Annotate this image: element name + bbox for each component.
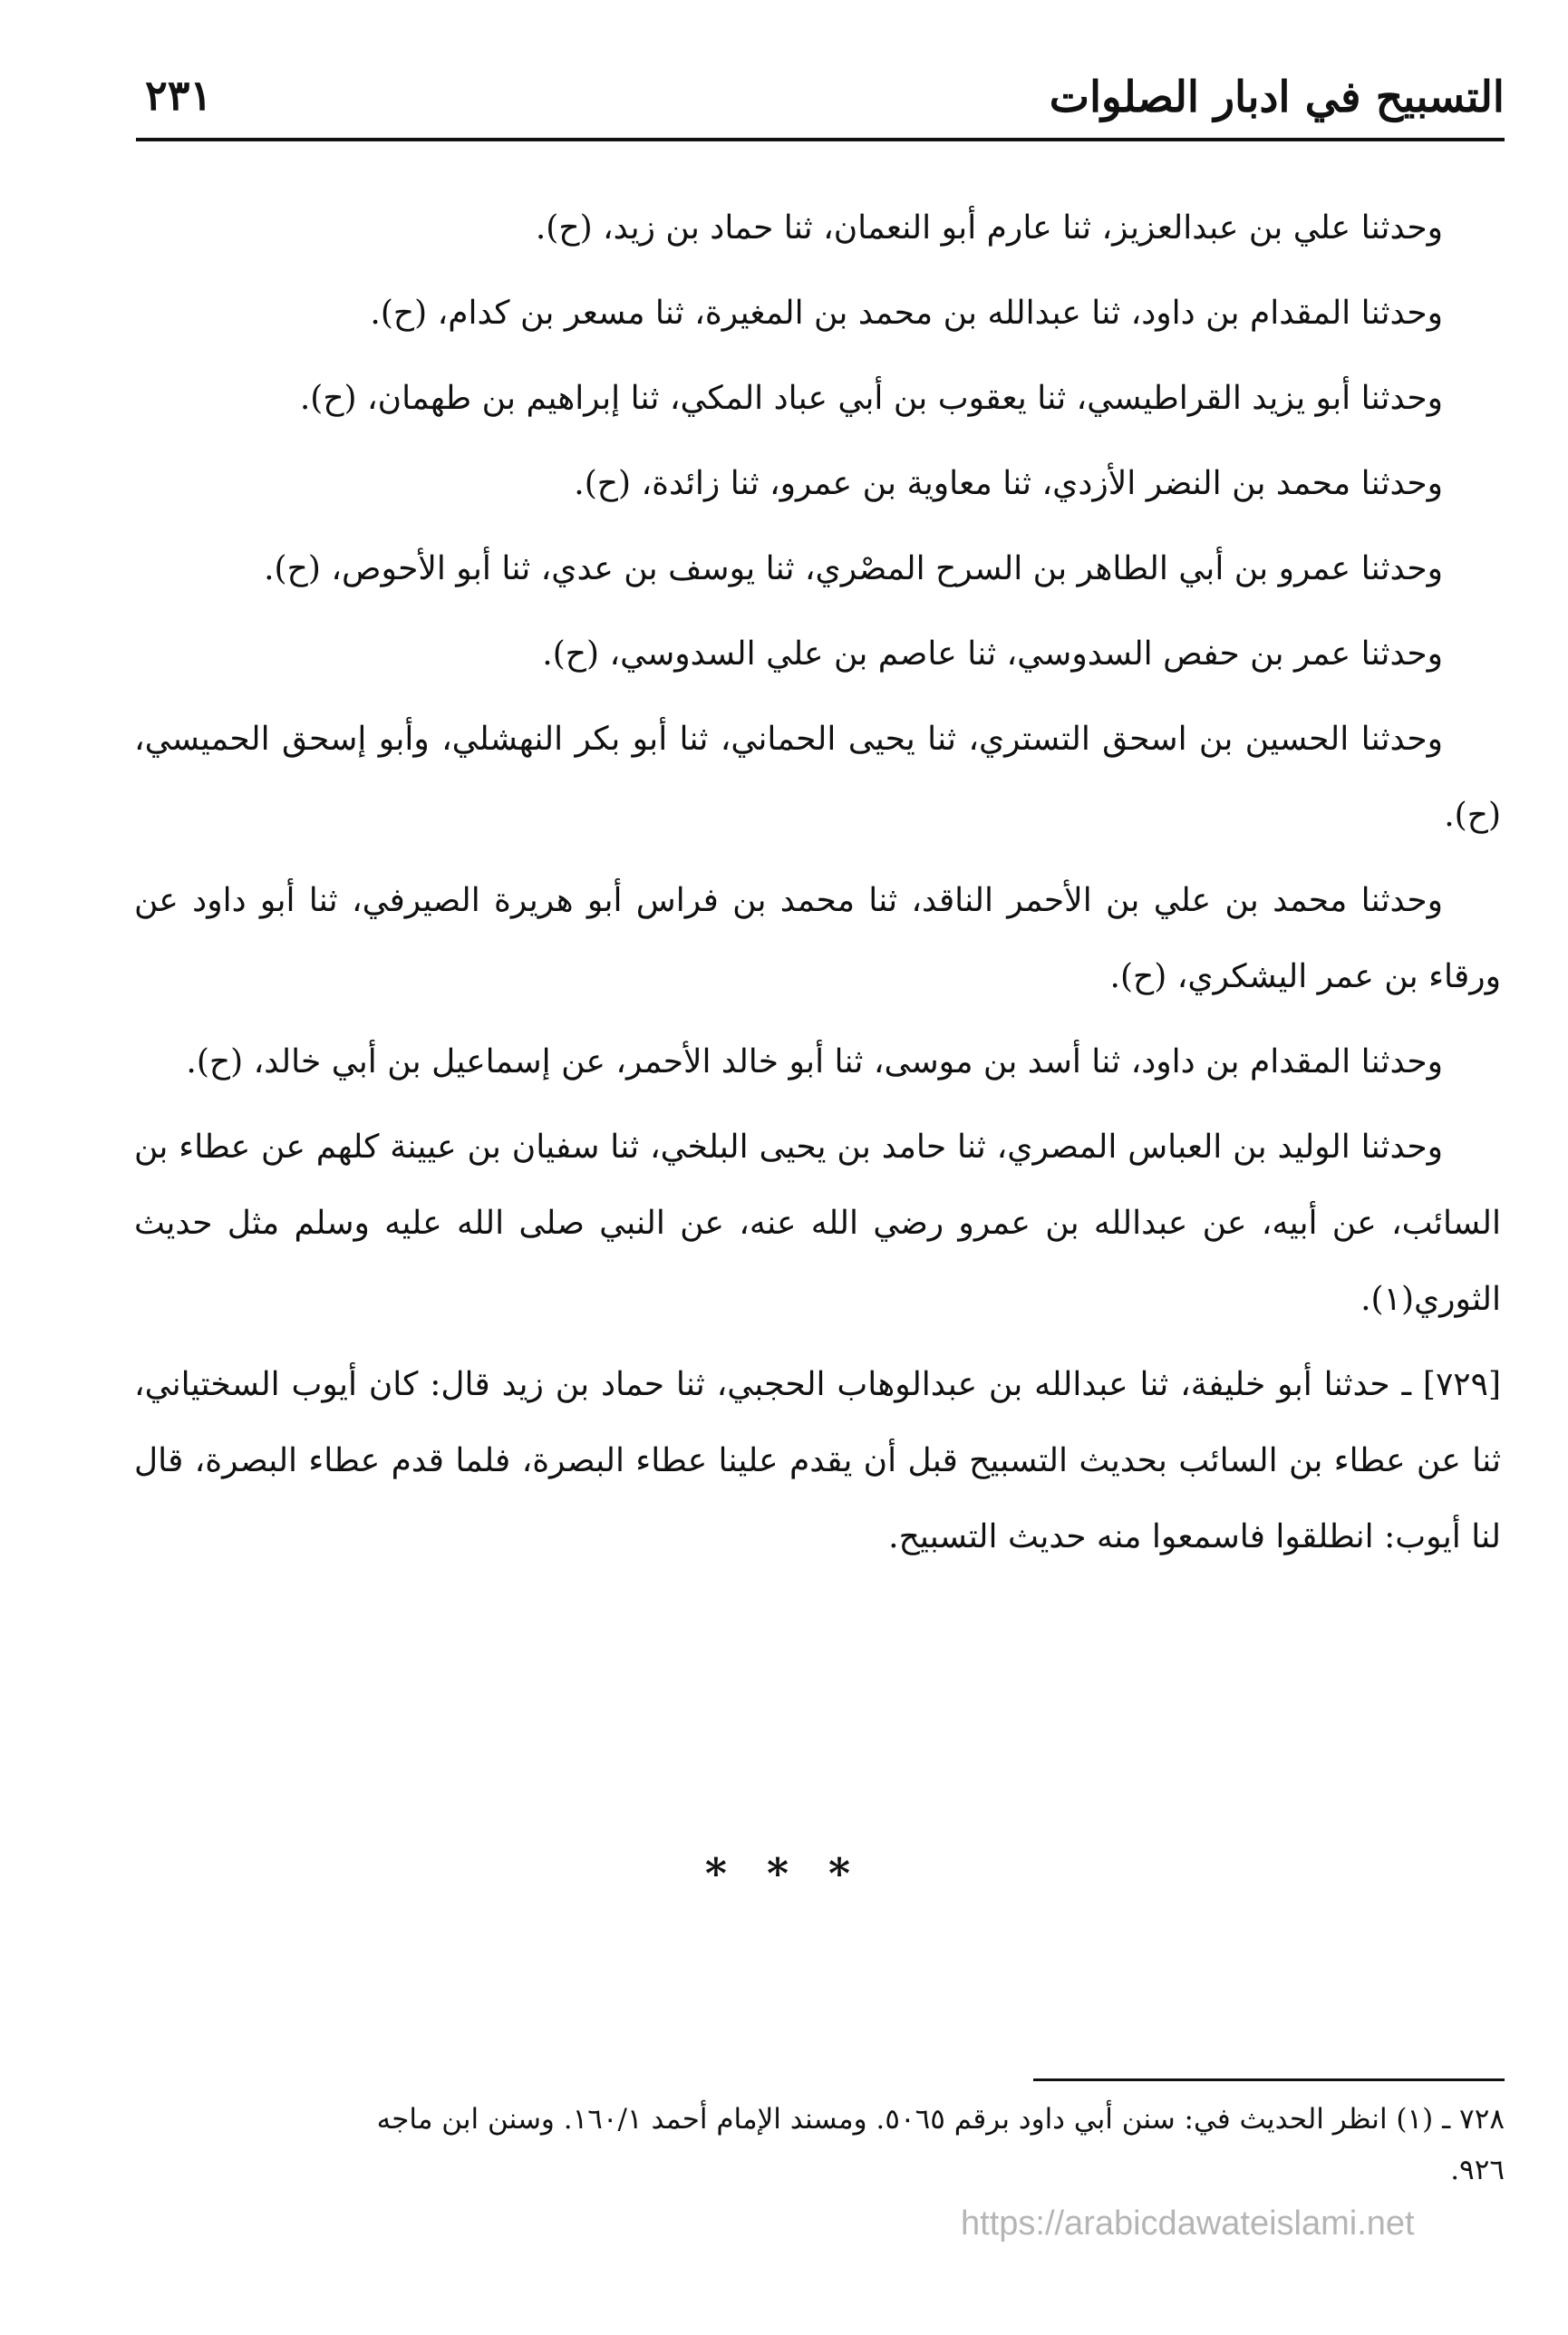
footnote-rule [1033,2078,1505,2081]
paragraph-5: وحدثنا عمرو بن أبي الطاهر بن السرح المصْري، ثنا يوسف بن عدي، ثنا أبو الأحوص، (ح). [264,550,1443,587]
paragraph-3: وحدثنا أبو يزيد القراطيسي، ثنا يعقوب بن أبي عباد المكي، ثنا إبراهيم بن طهمان، (ح). [299,380,1443,417]
footnote-line-2: ٩٢٦. [1450,2154,1505,2186]
page-header [136,63,1505,138]
paragraph-7: وحدثنا الحسين بن اسحق التستري، ثنا يحيى الحماني، ثنا أبو بكر النهشلي، وأبو إسحق الحميسي، (ح). [134,721,1501,834]
hadith-729: [٧٢٩] ـ حدثنا أبو خليفة، ثنا عبدالله بن عبدالوهاب الحجبي، ثنا حماد بن زيد قال: كان أيوب السختياني، ثنا عن عطاء بن السائب بحديث التسبيح قبل أن يقدم علينا عطاء البصرة، فلما قدم عطاء البصرة، قال لنا أيوب: انطلقوا فاسمعوا منه حديث التسبيح. [134,1366,1501,1555]
watermark: https://arabicdawateislami.net [961,2204,1415,2243]
running-title: التسبيح في ادبار الصلوات [1049,73,1505,122]
footnote [136,2094,1505,2195]
paragraph-9: وحدثنا المقدام بن داود، ثنا أسد بن موسى، ثنا أبو خالد الأحمر، عن إسماعيل بن أبي خالد، (ح). [186,1043,1443,1080]
section-separator: * * * [704,1849,864,1898]
header-rule [136,138,1505,141]
paragraph-1: وحدثنا علي بن عبدالعزيز، ثنا عارم أبو النعمان، ثنا حماد بن زيد، (ح). [535,209,1443,247]
paragraph-2: وحدثنا المقدام بن داود، ثنا عبدالله بن محمد بن المغيرة، ثنا مسعر بن كدام، (ح). [370,295,1443,332]
main-text [134,190,1501,1584]
page-number: ٢٣١ [145,71,213,120]
paragraph-4: وحدثنا محمد بن النضر الأزدي، ثنا معاوية بن عمرو، ثنا زائدة، (ح). [574,465,1443,502]
paragraph-10: وحدثنا الوليد بن العباس المصري، ثنا حامد بن يحيى البلخي، ثنا سفيان بن عيينة كلهم عن عطاء بن السائب، عن أبيه، عن عبدالله بن عمرو رضي الله عنه، عن النبي صلى الله عليه وسلم مثل حديث الثوري(١). [134,1129,1501,1318]
footnote-line-1: ٧٢٨ ـ (١) انظر الحديث في: سنن أبي داود برقم ٥٠٦٥. ومسند الإمام أحمد ١٦٠/١. وسنن ابن ماجه [376,2103,1505,2136]
paragraph-8: وحدثنا محمد بن علي بن الأحمر الناقد، ثنا محمد بن فراس أبو هريرة الصيرفي، ثنا أبو داود عن ورقاء بن عمر اليشكري، (ح). [134,882,1501,995]
paragraph-6: وحدثنا عمر بن حفص السدوسي، ثنا عاصم بن علي السدوسي، (ح). [542,635,1443,673]
